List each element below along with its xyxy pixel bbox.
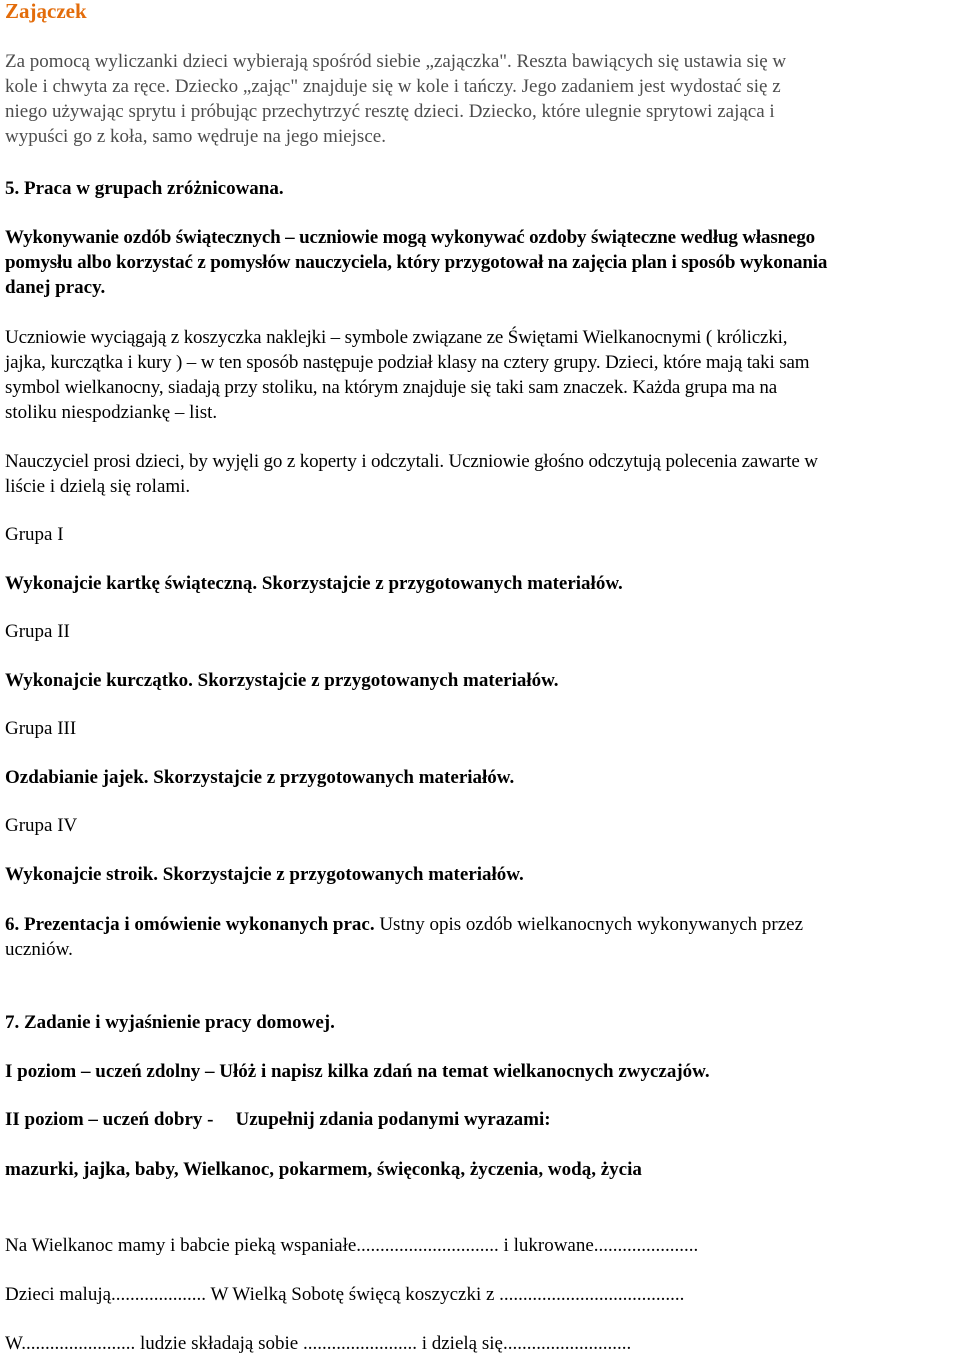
paragraph-line: Nauczyciel prosi dzieci, by wyjęli go z koperty i odczytali. Uczniowie głośno odczytują polecenia zawarte w — [5, 451, 818, 472]
intro-line: wypuści go z koła, samo wędruje na jego miejsce. — [5, 126, 386, 147]
group-1-task: Wykonajcie kartkę świąteczną. Skorzystajcie z przygotowanych materiałów. — [5, 573, 623, 594]
section-5-heading: 5. Praca w grupach zróżnicowana. — [5, 178, 284, 199]
fill-in-sentence: W........................ ludzie składają sobie ........................ i dzielą się........................... — [5, 1333, 632, 1354]
paragraph-line: jajka, kurczątka i kury ) – w ten sposób następuje podział klasy na cztery grupy. Dzieci, które mają taki sam — [5, 352, 810, 373]
fill-in-sentence: Na Wielkanoc mamy i babcie pieką wspaniałe.............................. i lukrowane...................... — [5, 1235, 699, 1256]
group-4-name: Grupa IV — [5, 815, 78, 836]
homework-level-1: I poziom – uczeń zdolny – Ułóż i napisz kilka zdań na temat wielkanocnych zwyczajów. — [5, 1061, 710, 1082]
fill-in-sentence: Dzieci malują.................... W Wielką Sobotę święcą koszyczki z ....................................... — [5, 1284, 685, 1305]
level-2-task: Uzupełnij zdania podanymi wyrazami: — [235, 1109, 551, 1130]
homework-level-2 — [5, 1108, 551, 1132]
group-2-task: Wykonajcie kurczątko. Skorzystajcie z przygotowanych materiałów. — [5, 670, 559, 691]
paragraph-line: Uczniowie wyciągają z koszyczka naklejki – symbole związane ze Świętami Wielkanocnymi ( króliczki, — [5, 327, 788, 348]
group-3-task: Ozdabianie jajek. Skorzystajcie z przygotowanych materiałów. — [5, 767, 515, 788]
task-line: danej pracy. — [5, 277, 106, 298]
group-3-name: Grupa III — [5, 718, 77, 739]
section-7-heading: 7. Zadanie i wyjaśnienie pracy domowej. — [5, 1012, 335, 1033]
page-title: Zajączek — [5, 0, 87, 23]
intro-line: kole i chwyta za ręce. Dziecko „zając" znajduje się w kole i tańczy. Jego zadaniem jest wydostać się z — [5, 76, 781, 97]
level-2-label: II poziom – uczeń dobry - — [5, 1109, 214, 1130]
group-4-task: Wykonajcie stroik. Skorzystajcie z przygotowanych materiałów. — [5, 864, 524, 885]
task-line: pomysłu albo korzystać z pomysłów nauczyciela, który przygotował na zajęcia plan i sposób wykonania — [5, 252, 828, 273]
paragraph-line: stoliku niespodziankę – list. — [5, 402, 218, 423]
section-6-text: Ustny opis ozdób wielkanocnych wykonywanych przez — [374, 914, 804, 935]
paragraph-line: liście i dzielą się rolami. — [5, 476, 191, 497]
section-6-heading: 6. Prezentacja i omówienie wykonanych prac. — [5, 914, 375, 935]
section-6-line — [5, 913, 803, 937]
intro-line: Za pomocą wyliczanki dzieci wybierają spośród siebie „zajączka". Reszta bawiących się ustawia się w — [5, 51, 787, 72]
task-line: Wykonywanie ozdób świątecznych – uczniowie mogą wykonywać ozdoby świąteczne według własnego — [5, 227, 816, 248]
word-bank: mazurki, jajka, baby, Wielkanoc, pokarmem, święconką, życzenia, wodą, życia — [5, 1159, 642, 1180]
paragraph-line: symbol wielkanocny, siadają przy stoliku, na którym znajduje się taki sam znaczek. Każda grupa ma na — [5, 377, 778, 398]
intro-line: niego używając sprytu i próbując przechytrzyć resztę dzieci. Dziecko, które ulegnie sprytowi zająca i — [5, 101, 775, 122]
group-2-name: Grupa II — [5, 621, 70, 642]
group-1-name: Grupa I — [5, 524, 64, 545]
section-6-line-2: uczniów. — [5, 939, 73, 960]
